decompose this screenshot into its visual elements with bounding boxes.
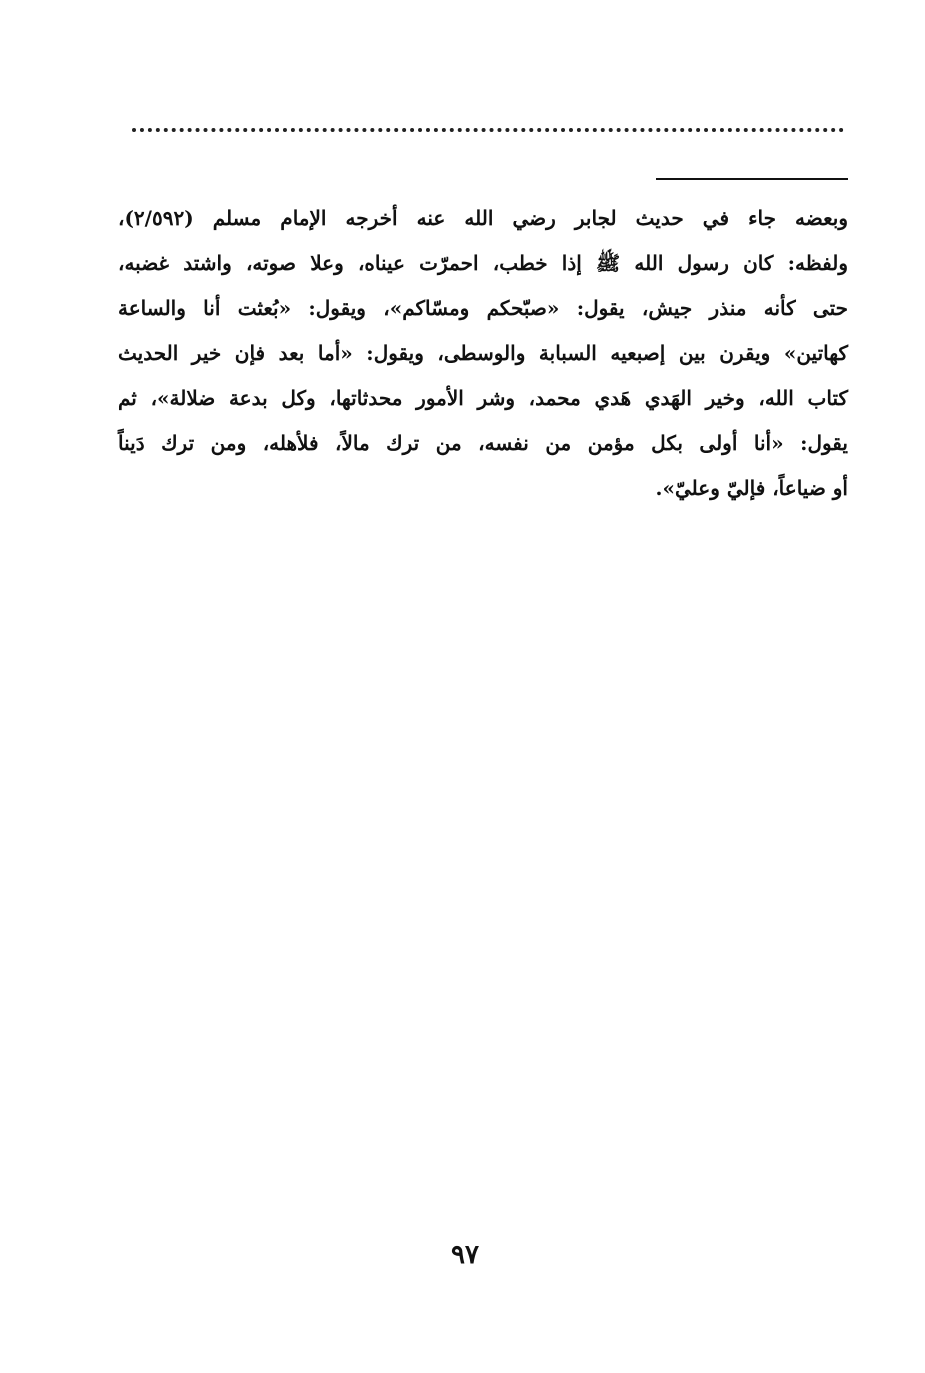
footnote-line: ولفظه: كان رسول الله ﷺ إذا خطب، احمرّت عيناه، وعلا صوته، واشتد غضبه، xyxy=(118,251,848,275)
footnote-text xyxy=(118,196,848,511)
footnote-line: أو ضياعاً، فإليّ وعليّ». xyxy=(655,476,848,500)
footnote-line: كهاتين» ويقرن بين إصبعيه السبابة والوسطى، ويقول: «أما بعد فإن خير الحديث xyxy=(118,341,848,365)
footnote-line: كتاب الله، وخير الهَدي هَدي محمد، وشر الأمور محدثاتها، وكل بدعة ضلالة»، ثم xyxy=(118,386,848,410)
footnote-line: وبعضه جاء في حديث لجابر رضي الله عنه أخرجه الإمام مسلم (٢/٥٩٢)، xyxy=(118,206,848,230)
footnote-line: حتى كأنه منذر جيش، يقول: «صبّحكم ومسّاكم»، ويقول: «بُعثت أنا والساعة xyxy=(118,296,848,320)
footnote-line: يقول: «أنا أولى بكل مؤمن من نفسه، من ترك مالاً، فلأهله، ومن ترك دَيناً xyxy=(118,431,848,455)
page-number: ٩٧ xyxy=(451,1240,479,1270)
footnote-rule xyxy=(656,178,848,180)
dotted-separator xyxy=(132,128,844,132)
